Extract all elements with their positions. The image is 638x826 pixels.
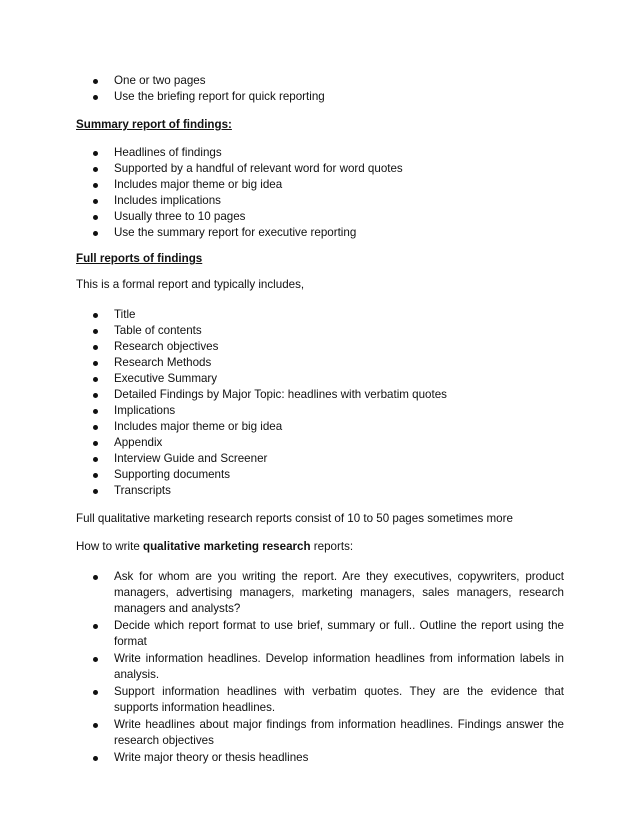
- list-item: Interview Guide and Screener: [76, 451, 564, 467]
- bullet-icon: [93, 409, 98, 414]
- full-report-heading: Full reports of findings: [76, 252, 203, 265]
- list-item: Supporting documents: [76, 467, 564, 483]
- bullet-icon: [93, 313, 98, 318]
- summary-list: [76, 145, 564, 241]
- list-item: Includes major theme or big idea: [76, 419, 564, 435]
- list-item: Table of contents: [76, 323, 564, 339]
- summary-heading: Summary report of findings:: [76, 118, 232, 131]
- list-item: Use the briefing report for quick reporting: [76, 89, 564, 105]
- bullet-icon: [93, 167, 98, 172]
- bullet-icon: [93, 79, 98, 84]
- bullet-icon: [93, 361, 98, 366]
- list-item: Headlines of findings: [76, 145, 564, 161]
- bullet-icon: [93, 425, 98, 430]
- document-page: [76, 73, 564, 767]
- bullet-icon: [93, 231, 98, 236]
- list-item: Includes major theme or big idea: [76, 177, 564, 193]
- bullet-icon: [93, 329, 98, 334]
- bullet-icon: [93, 624, 98, 629]
- list-item: Research objectives: [76, 339, 564, 355]
- list-item: Write major theory or thesis headlines: [76, 750, 564, 766]
- list-item: Title: [76, 307, 564, 323]
- list-item: Research Methods: [76, 355, 564, 371]
- full-report-intro: This is a formal report and typically includes,: [76, 278, 305, 291]
- bullet-icon: [93, 151, 98, 156]
- bullet-icon: [93, 756, 98, 761]
- list-item: Write headlines about major findings from information headlines. Findings answer the research objectives: [76, 717, 564, 749]
- bullet-icon: [93, 473, 98, 478]
- howto-emphasis: qualitative marketing research: [143, 540, 311, 553]
- list-item: Decide which report format to use brief, summary or full.. Outline the report using the format: [76, 618, 564, 650]
- list-item: Support information headlines with verbatim quotes. They are the evidence that supports information headlines.: [76, 684, 564, 716]
- howto-list: [76, 569, 564, 766]
- bullet-icon: [93, 723, 98, 728]
- list-item: Implications: [76, 403, 564, 419]
- bullet-icon: [93, 489, 98, 494]
- list-item: Ask for whom are you writing the report. Are they executives, copywriters, product managers, advertising managers, marketing managers, sales managers, research managers and analysts?: [76, 569, 564, 617]
- full-report-closing: Full qualitative marketing research reports consist of 10 to 50 pages sometimes more: [76, 512, 513, 525]
- bullet-icon: [93, 657, 98, 662]
- list-item: Detailed Findings by Major Topic: headlines with verbatim quotes: [76, 387, 564, 403]
- list-item: Use the summary report for executive reporting: [76, 225, 564, 241]
- bullet-icon: [93, 393, 98, 398]
- list-item: Write information headlines. Develop information headlines from information labels in analysis.: [76, 651, 564, 683]
- list-item: Executive Summary: [76, 371, 564, 387]
- bullet-icon: [93, 199, 98, 204]
- bullet-icon: [93, 441, 98, 446]
- list-item: Includes implications: [76, 193, 564, 209]
- list-item: Appendix: [76, 435, 564, 451]
- howto-intro: How to write qualitative marketing research reports:: [76, 540, 354, 553]
- bullet-icon: [93, 377, 98, 382]
- list-item: Supported by a handful of relevant word for word quotes: [76, 161, 564, 177]
- bullet-icon: [93, 95, 98, 100]
- bullet-icon: [93, 457, 98, 462]
- list-item: One or two pages: [76, 73, 564, 89]
- list-item: Usually three to 10 pages: [76, 209, 564, 225]
- bullet-icon: [93, 183, 98, 188]
- intro-list: [76, 73, 564, 105]
- bullet-icon: [93, 215, 98, 220]
- full-report-list: [76, 307, 564, 499]
- list-item: Transcripts: [76, 483, 564, 499]
- bullet-icon: [93, 690, 98, 695]
- bullet-icon: [93, 345, 98, 350]
- bullet-icon: [93, 575, 98, 580]
